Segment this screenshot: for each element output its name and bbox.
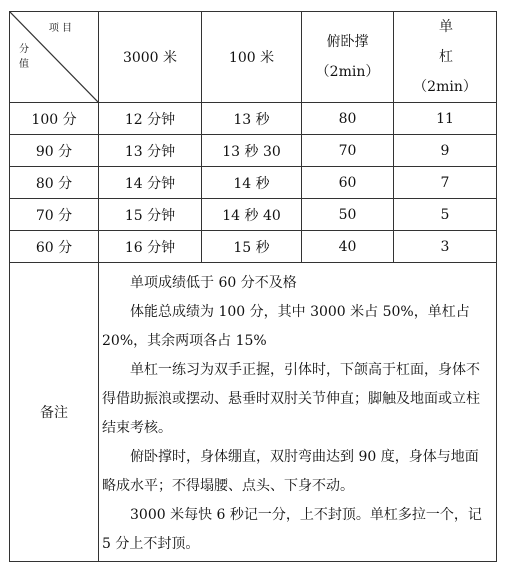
pullup-cell: 5 xyxy=(394,199,497,231)
score-cell: 100 分 xyxy=(10,103,99,135)
notes-label-cell: 备注 xyxy=(10,263,99,562)
pullup-cell: 11 xyxy=(394,103,497,135)
run3000-cell: 13 分钟 xyxy=(99,135,202,167)
header-pullup: 单 杠 （2min） xyxy=(394,12,497,103)
corner-label-item: 项 目 xyxy=(48,23,72,34)
table-row xyxy=(10,231,497,263)
note-paragraph: 单杠一练习为双手正握，引体时，下颌高于杠面，身体不得借助振浪或摆动、悬垂时双肘关节伸直；脚触及地面或立柱结束考核。 xyxy=(102,362,480,436)
score-cell: 90 分 xyxy=(10,135,99,167)
header-100m: 100 米 xyxy=(202,12,302,103)
run100-cell: 14 秒 xyxy=(202,167,302,199)
pushup-cell: 50 xyxy=(302,199,394,231)
run100-cell: 13 秒 30 xyxy=(202,135,302,167)
note-paragraph: 俯卧撑时，身体绷直，双肘弯曲达到 90 度，身体与地面略成水平；不得塌腰、点头、下身不动。 xyxy=(102,449,479,494)
score-cell: 80 分 xyxy=(10,167,99,199)
run100-cell: 15 秒 xyxy=(202,231,302,263)
run3000-cell: 12 分钟 xyxy=(99,103,202,135)
run3000-cell: 16 分钟 xyxy=(99,231,202,263)
table-row xyxy=(10,135,497,167)
notes-content-cell xyxy=(99,263,497,562)
run3000-cell: 14 分钟 xyxy=(99,167,202,199)
table-row xyxy=(10,167,497,199)
pushup-cell: 40 xyxy=(302,231,394,263)
table-row xyxy=(10,199,497,231)
pushup-cell: 80 xyxy=(302,103,394,135)
pullup-cell: 3 xyxy=(394,231,497,263)
run100-cell: 14 秒 40 xyxy=(202,199,302,231)
corner-header-cell xyxy=(10,12,99,103)
pullup-cell: 7 xyxy=(394,167,497,199)
header-pushup: 俯卧撑 （2min） xyxy=(302,12,394,103)
score-table xyxy=(9,11,497,562)
run3000-cell: 15 分钟 xyxy=(99,199,202,231)
notes-row xyxy=(10,263,497,562)
header-3000m: 3000 米 xyxy=(99,12,202,103)
header-row xyxy=(10,12,497,103)
note-paragraph: 体能总成绩为 100 分，其中 3000 米占 50%，单杠占 20%，其余两项各占 15% xyxy=(102,304,470,349)
pullup-cell: 9 xyxy=(394,135,497,167)
score-cell: 70 分 xyxy=(10,199,99,231)
pushup-cell: 60 xyxy=(302,167,394,199)
note-paragraph: 单项成绩低于 60 分不及格 xyxy=(130,275,297,291)
corner-label-score: 分 值 xyxy=(19,44,29,70)
score-cell: 60 分 xyxy=(10,231,99,263)
pushup-cell: 70 xyxy=(302,135,394,167)
note-paragraph: 3000 米每快 6 秒记一分，上不封顶。单杠多拉一个，记 5 分上不封顶。 xyxy=(102,507,482,552)
table-row xyxy=(10,103,497,135)
run100-cell: 13 秒 xyxy=(202,103,302,135)
